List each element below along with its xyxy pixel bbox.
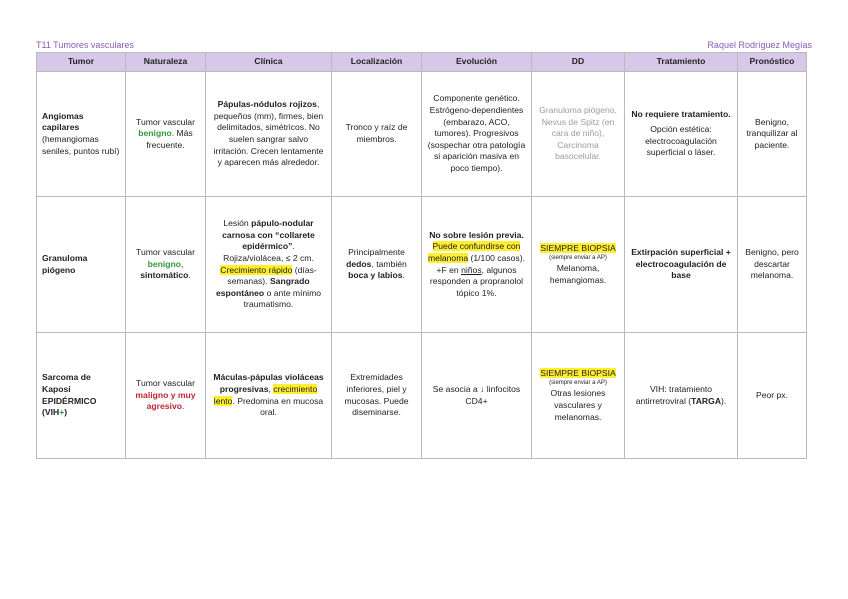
cell-clinica — [206, 333, 332, 459]
document-title: T11 Tumores vasculares — [36, 40, 134, 50]
text-segment: , — [181, 258, 184, 269]
cell-clinica — [206, 197, 332, 333]
cell-dd — [532, 197, 625, 333]
cell-tumor — [37, 333, 126, 459]
cell-pronostico: Benigno, tranquilizar al paciente. — [738, 72, 807, 197]
text-segment: , pequeños (mm), firmes, bien delimitados, simétricos. No suelen sangrar salvo irritación. Crecen lentamente y aparecen más alrededor. — [213, 99, 324, 168]
malignant-label: maligno y muy agresivo — [135, 389, 196, 412]
cell-localizacion: Extremidades inferiores, piel y mucosas. Puede diseminarse. — [332, 333, 422, 459]
highlight: Puede confundirse con melanoma — [428, 241, 521, 263]
table-row — [37, 333, 807, 459]
text-segment: . Predomina en mucosa oral. — [232, 395, 324, 418]
text-segment: Tumor vascular — [136, 116, 195, 127]
text-segment: Melanoma, hemangiomas. — [549, 263, 607, 285]
col-header-clinica: Clínica — [206, 53, 332, 72]
col-header-tratamiento: Tratamiento — [625, 53, 738, 72]
text-segment: . Más frecuente. — [146, 128, 193, 150]
small-note: (siempre enviar a AP) — [549, 255, 607, 262]
cell-naturaleza — [126, 197, 206, 333]
text-segment: . Rojiza/violácea, ≤ 2 cm. — [223, 241, 314, 263]
text-segment: ). — [721, 395, 727, 406]
text-bold: No sobre lesión previa. — [429, 229, 524, 240]
tumor-subtitle: (hemangiomas seniles, puntos rubí) — [42, 134, 120, 156]
cell-dd: Granuloma piógeno, Nevus de Spitz (en cara de niño), Carcinoma basocelular. — [532, 72, 625, 197]
text-bold: TARGA — [691, 395, 722, 406]
cell-evolucion — [422, 197, 532, 333]
text-segment: Otras lesiones vasculares y melanomas. — [550, 388, 606, 422]
text-segment: . — [402, 270, 405, 281]
cell-clinica — [206, 72, 332, 197]
text-segment: . — [188, 270, 191, 281]
text-segment: (1/100 casos). +F en — [436, 252, 525, 275]
cell-tratamiento — [625, 333, 738, 459]
col-header-tumor: Tumor — [37, 53, 126, 72]
benign-label: benigno — [138, 128, 172, 139]
col-header-naturaleza: Naturaleza — [126, 53, 206, 72]
text-segment: . — [181, 401, 185, 412]
tumor-subtitle: EPIDÉRMICO (VIH+) — [42, 395, 97, 418]
text-bold: No requiere tratamiento. — [631, 109, 731, 120]
vascular-tumors-table — [36, 52, 807, 459]
biopsy-highlight: SIEMPRE BIOPSIA — [540, 242, 616, 253]
cell-dd — [532, 333, 625, 459]
text-segment: , — [268, 383, 274, 394]
text-segment: , también — [371, 258, 407, 269]
text-bold: Máculas-pápulas violáceas progresivas — [213, 372, 324, 394]
cell-tratamiento — [625, 72, 738, 197]
highlight: crecimiento lento — [213, 383, 318, 406]
text-segment: VIH: tratamiento antirretroviral ( — [635, 383, 713, 406]
col-header-localizacion: Localización — [332, 53, 422, 72]
cell-naturaleza — [126, 333, 206, 459]
cell-naturaleza — [126, 72, 206, 197]
tumor-name: Sarcoma de Kaposi — [42, 372, 91, 394]
text-segment: Principalmente — [348, 247, 405, 258]
text-bold: sintomático — [140, 270, 189, 281]
text-segment: (días-semanas). — [227, 264, 317, 287]
table-row — [37, 72, 807, 197]
table-row — [37, 197, 807, 333]
text-bold: Sangrado espontáneo — [215, 276, 310, 298]
cell-tumor — [37, 197, 126, 333]
cell-localizacion — [332, 197, 422, 333]
text-underline: niños — [461, 264, 482, 275]
biopsy-highlight: SIEMPRE BIOPSIA — [540, 367, 616, 378]
col-header-evolucion: Evolución — [422, 53, 532, 72]
table-header-row — [37, 53, 807, 72]
text-segment: Opción estética: electrocoagulación superficial o láser. — [645, 123, 717, 158]
text-segment: Tumor vascular — [136, 378, 195, 389]
text-segment: Lesión — [223, 218, 252, 229]
benign-label: benigno — [147, 258, 182, 269]
tumor-name: Granuloma piógeno — [42, 252, 88, 275]
author-name: Raquel Rodríguez Megías — [707, 40, 812, 50]
cell-pronostico: Benigno, pero descartar melanoma. — [738, 197, 807, 333]
small-note: (siempre enviar a AP) — [549, 380, 607, 387]
col-header-pronostico: Pronóstico — [738, 53, 807, 72]
text-bold: pápulo-nodular carnosa con “collarete epidérmico” — [222, 218, 315, 252]
text-segment: , algunos responden a propranolol tópico 1%. — [429, 264, 524, 298]
text-segment: o ante mínimo traumatismo. — [243, 287, 322, 310]
text-bold: boca y labios — [348, 270, 403, 281]
col-header-dd: DD — [532, 53, 625, 72]
highlight: Crecimiento rápido — [220, 264, 293, 275]
cell-evolucion: Se asocia a ↓ linfocitos CD4+ — [422, 333, 532, 459]
cell-tratamiento: Extirpación superficial + electrocoagulación de base — [625, 197, 738, 333]
text-bold: Pápulas-nódulos rojizos — [217, 99, 317, 110]
cell-tumor — [37, 72, 126, 197]
tumor-name: Angiomas capilares — [42, 110, 84, 133]
text-bold: dedos — [346, 258, 372, 269]
cell-localizacion: Tronco y raíz de miembros. — [332, 72, 422, 197]
cell-pronostico: Peor px. — [738, 333, 807, 459]
text-segment: Tumor vascular — [136, 247, 195, 258]
cell-evolucion: Componente genético. Estrógeno-dependientes (embarazo, ACO, tumores). Progresivos (sospechar otra patología si aparición masiva en poco tiempo). — [422, 72, 532, 197]
